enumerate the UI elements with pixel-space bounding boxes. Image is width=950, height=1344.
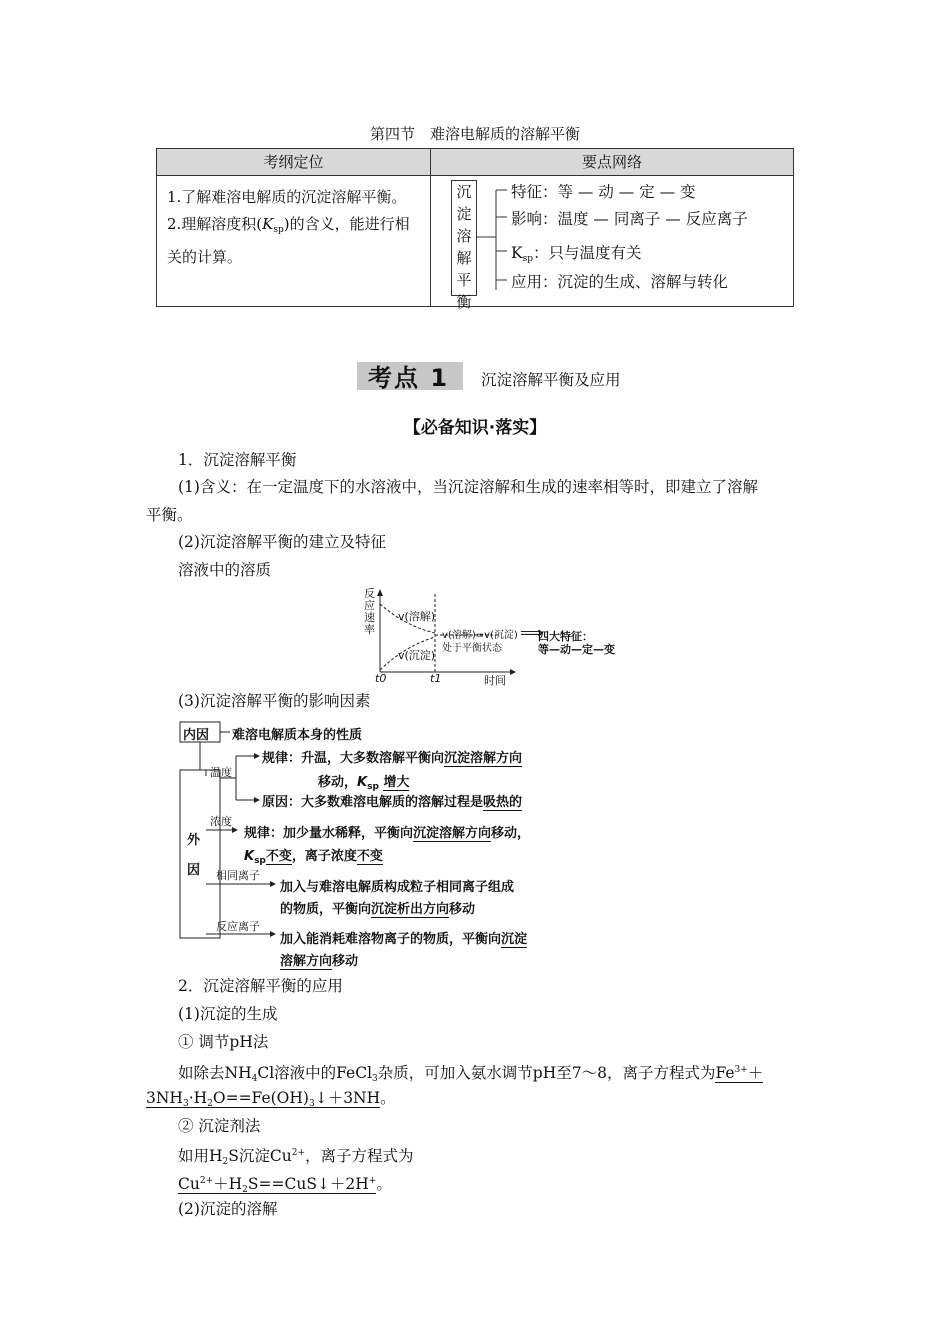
- factor-external: 外 因: [187, 833, 201, 878]
- syllabus-goals: [157, 176, 430, 271]
- col-header-syllabus: 考纲定位: [157, 149, 431, 176]
- map-item-feature: 特征：等 — 动 — 定 — 变: [511, 183, 696, 201]
- react-ion-desc: 加入能消耗难溶物离子的物质，平衡向沉淀: [280, 932, 528, 947]
- graph-equal-label: v(溶解)=v(沉淀): [442, 630, 518, 641]
- factor-internal-desc: 难溶电解质本身的性质: [232, 728, 363, 743]
- goal-1: 1.了解难溶电解质的沉淀溶解平衡。: [167, 188, 407, 206]
- factor-same-ion: 相同离子: [216, 869, 260, 882]
- graph-features: 等—动—定—变: [538, 643, 615, 656]
- map-item-ksp: $K_{sp}$：只与温度有关: [511, 244, 642, 264]
- graph-precip-label: v(沉淀): [398, 649, 436, 662]
- map-item-application: 应用：沉淀的生成、溶解与转化: [511, 273, 729, 291]
- p-precip-formation: (1)沉淀的生成: [178, 1005, 278, 1023]
- p-precip-dissolve: (2)沉淀的溶解: [178, 1200, 278, 1218]
- section-title: 第四节 难溶电解质的溶解平衡: [369, 125, 580, 143]
- temp-reason: 原因：大多数难溶电解质的溶解过程是吸热的: [262, 795, 523, 810]
- p-establish: (2)沉淀溶解平衡的建立及特征: [178, 533, 386, 551]
- factor-react-ion: 反应离子: [216, 920, 260, 933]
- bibei-heading: 【必备知识·落实】: [403, 418, 547, 438]
- temp-rule: 规律：升温，大多数溶解平衡向沉淀溶解方向: [262, 751, 523, 766]
- col-header-network: 要点网络: [431, 149, 794, 176]
- goal-2: 2.理解溶度积$(K_{sp})$的含义，能进行相关的计算。: [167, 215, 410, 266]
- same-ion-desc: 加入与难溶电解质构成粒子相同离子组成: [280, 880, 515, 895]
- kaodian-label: 考点 1: [368, 364, 450, 392]
- graph-t1: t1: [430, 672, 442, 685]
- p-precipitant-method: ② 沉淀剂法: [178, 1117, 261, 1135]
- factor-conc: 浓度: [210, 815, 232, 828]
- p-ph-equation: $3NH_3\cdot H_2O==Fe(OH)_3↓+3NH$。: [146, 1089, 396, 1109]
- conc-rule: 规律：加少量水稀释，平衡向沉淀溶解方向移动，: [244, 826, 531, 841]
- graph-x-label: 时间: [484, 674, 506, 687]
- p-factors-heading: (3)沉淀溶解平衡的影响因素: [178, 692, 371, 710]
- p-heading-1: 1．沉淀溶解平衡: [178, 451, 297, 469]
- temp-rule-cont: 移动，$K_{sp}$ 增大: [318, 775, 410, 792]
- p-heading-2: 2．沉淀溶解平衡的应用: [178, 977, 343, 995]
- factor-temp: 温度: [210, 766, 232, 779]
- concept-map: [431, 176, 793, 311]
- graph-dissolve-label: v(溶解): [398, 610, 436, 623]
- map-item-influence: 影响：温度 — 同离子 — 反应离子: [511, 210, 748, 228]
- graph-y-label: 反应速率: [364, 587, 375, 636]
- p-h2s-example: 如用$H_2S$沉淀$Cu^{2+}$，离子方程式为: [178, 1147, 414, 1167]
- svg-text:⟹: ⟹: [520, 623, 543, 642]
- graph-state-label: 处于平衡状态: [442, 643, 502, 654]
- react-ion-desc-cont: 溶解方向移动: [280, 954, 359, 969]
- map-root: 沉 淀 溶 解 平 衡: [451, 180, 477, 296]
- p-ph-method: ① 调节pH法: [178, 1033, 269, 1051]
- graph-features-title: 四大特征：: [538, 630, 593, 643]
- p-solute: 溶液中的溶质: [178, 561, 272, 579]
- p-h2s-equation: $Cu^{2+}+H_2S==CuS↓+2H^+$。: [178, 1175, 392, 1195]
- outline-table: [156, 148, 794, 311]
- factor-internal: 内因: [183, 728, 210, 743]
- graph-t0: t0: [375, 672, 387, 685]
- p-ph-example: 如除去$NH_4Cl$溶液中的FeCl$_3$杂质，可加入氨水调节pH至7～8，离子方程式为$Fe^{3+}+$: [178, 1064, 764, 1084]
- same-ion-desc-cont: 的物质，平衡向沉淀析出方向移动: [280, 902, 476, 917]
- p-definition-cont: 平衡。: [146, 506, 193, 524]
- kaodian-title: 沉淀溶解平衡及应用: [481, 371, 621, 389]
- conc-rule-cont: $K_{sp}$不变，离子浓度不变: [244, 849, 383, 866]
- p-definition: (1)含义：在一定温度下的水溶液中，当沉淀溶解和生成的速率相等时，即建立了溶解: [178, 478, 758, 496]
